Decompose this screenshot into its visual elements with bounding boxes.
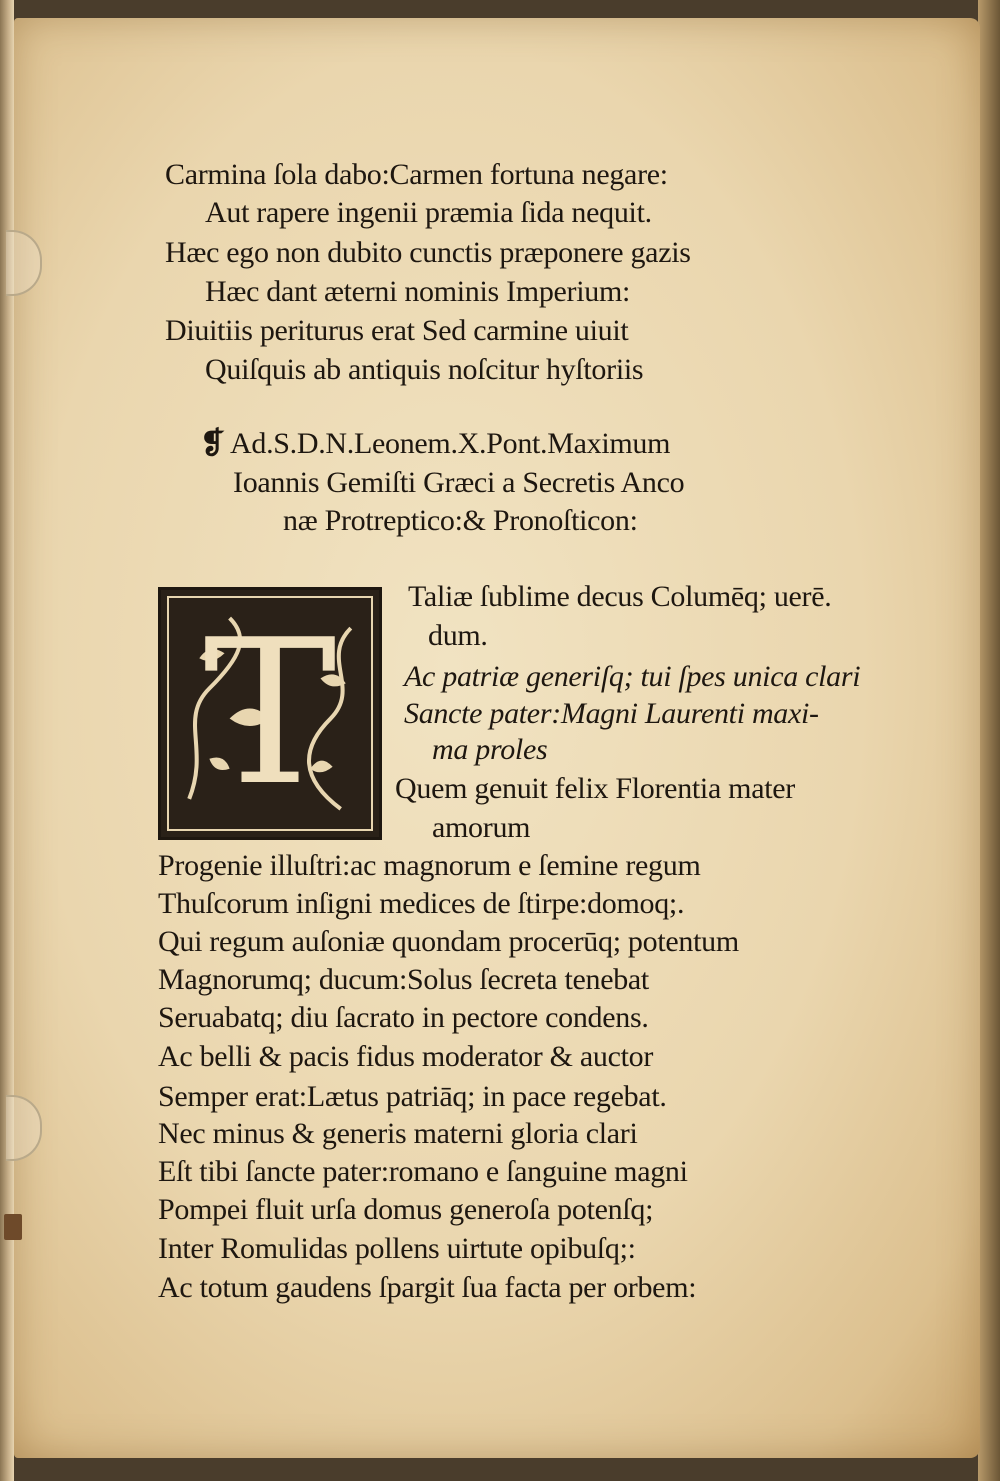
verse-top-line: Quiſquis ab antiquis noſcitur hyſtoriis: [205, 353, 644, 386]
verse-side-line: Quem genuit felix Florentia mater: [395, 772, 795, 805]
decorated-initial: [158, 587, 382, 840]
verse-side-line: dum.: [428, 619, 488, 652]
verse-main-line: Ac totum gaudens ſpargit ſua facta per orbem:: [158, 1271, 697, 1304]
verse-main-line: Semper erat:Lætus patriāq; in pace regebat.: [158, 1080, 667, 1113]
verse-main-line: Nec minus & generis materni gloria clari: [158, 1117, 638, 1150]
verse-main-line: Ac belli & pacis fidus moderator & auctor: [158, 1040, 654, 1073]
verse-side-line: Ac patriæ generiſq; tui ſpes unica clari: [404, 660, 861, 693]
verse-top-line: Diuitiis periturus erat Sed carmine uiuit: [165, 314, 629, 347]
verse-main-line: Thuſcorum inſigni medices de ſtirpe:domoq;.: [158, 887, 685, 920]
verse-top-line: Hæc dant æterni nominis Imperium:: [205, 275, 631, 308]
verse-main-line: Progenie illuſtri:ac magnorum e ſemine regum: [158, 849, 701, 882]
book-edge-left: [0, 0, 14, 1481]
bookmark-tab: [4, 1214, 22, 1240]
verse-main-line: Magnorumq; ducum:Solus ſecreta tenebat: [158, 963, 649, 996]
verse-side-line: Sancte pater:Magni Laurenti maxi-: [404, 697, 819, 730]
verse-top-line: Carmina ſola dabo:Carmen fortuna negare:: [165, 158, 668, 191]
verse-main-line: Pompei fluit urſa domus generoſa potenſq;: [158, 1193, 654, 1226]
heading-line: Ioannis Gemiſti Græci a Secretis Anco: [233, 466, 685, 499]
verse-side-line: amorum: [432, 811, 531, 844]
pilcrow-mark: ❡: [200, 427, 225, 460]
verse-main-line: Qui regum auſoniæ quondam procerūq; potentum: [158, 925, 739, 958]
verse-side-line: Taliæ ſublime decus Columēq; uerē.: [408, 580, 832, 613]
book-edge-right: [978, 0, 1000, 1481]
verse-side-line: ma proles: [432, 733, 548, 766]
verse-top-line: Aut rapere ingenii præmia ſida nequit.: [205, 196, 652, 229]
verse-top-line: Hæc ego non dubito cunctis præponere gazis: [165, 236, 691, 269]
verse-main-line: Eſt tibi ſancte pater:romano e ſanguine magni: [158, 1155, 688, 1188]
heading-line: næ Protreptico:& Pronoſticon:: [283, 504, 638, 537]
verse-main-line: Inter Romulidas pollens uirtute opibuſq;:: [158, 1232, 636, 1265]
initial-letter: T: [203, 596, 337, 830]
heading-line: Ad.S.D.N.Leonem.X.Pont.Maximum: [230, 427, 671, 460]
verse-main-line: Seruabatq; diu ſacrato in pectore condens.: [158, 1001, 649, 1034]
